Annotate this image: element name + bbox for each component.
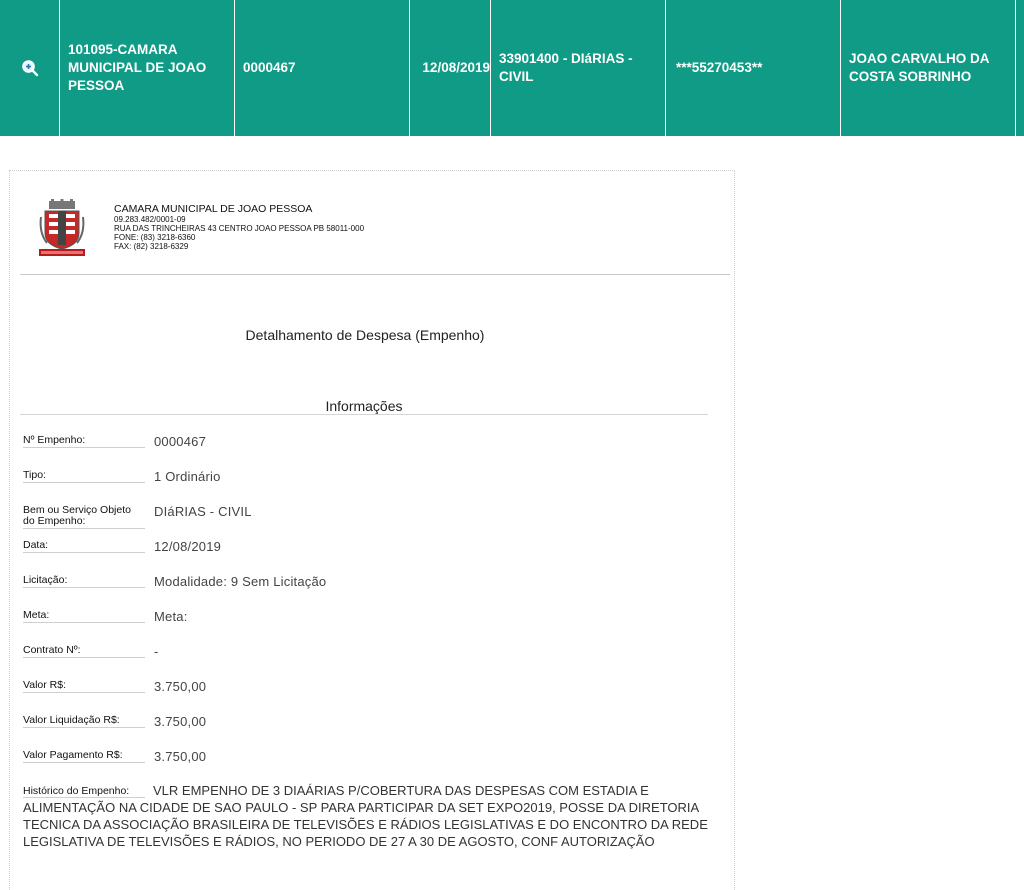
org-info (114, 203, 364, 251)
field-label: Histórico do Empenho: (23, 786, 145, 798)
field-value: 0000467 (154, 434, 207, 449)
orgao-cell (60, 0, 235, 136)
field-label: Nº Empenho: (23, 435, 145, 448)
field-value: 1 Ordinário (154, 469, 221, 484)
org-address: RUA DAS TRINCHEIRAS 43 CENTRO JOAO PESSOA PB 58011-000 (114, 224, 365, 233)
field-value: Meta: (154, 609, 188, 624)
field-value: - (154, 644, 159, 659)
data-text: 12/08/2019 (422, 60, 490, 75)
org-fax: FAX: (82) 3218-6329 (114, 242, 189, 251)
field-historico (23, 782, 723, 850)
field-label: Bem ou Serviço Objeto do Empenho: (23, 505, 145, 529)
credor-cell (841, 0, 1016, 136)
empenho-detail-panel (9, 170, 735, 890)
org-phone: FONE: (83) 3218-6360 (114, 233, 196, 242)
coat-of-arms-logo (39, 199, 85, 257)
result-row (0, 0, 1024, 136)
field-label: Meta: (23, 610, 145, 623)
org-cnpj: 09.283.482/0001-09 (114, 215, 186, 224)
documento-text: ***55270453** (676, 60, 763, 75)
field-value: 3.750,00 (154, 679, 207, 694)
orgao-text: 101095-CAMARA MUNICIPAL DE JOAO PESSOA (68, 42, 207, 93)
section-title: Informações (325, 398, 403, 414)
row-spacer (1016, 0, 1024, 136)
field-label: Valor Pagamento R$: (23, 750, 145, 763)
field-value: 12/08/2019 (154, 539, 222, 554)
elemento-text: 33901400 - DIáRIAS - CIVIL (499, 51, 633, 84)
field-value: DIáRIAS - CIVIL (154, 504, 252, 519)
field-value: VLR EMPENHO DE 3 DIAÁRIAS P/COBERTURA DAS DESPESAS COM ESTADIA E ALIMENTAÇÃO NA CIDADE DE SAO PAULO - SP PARA PARTICIPAR DA SET EXPO2019, POSSE DA DIRETORIA TECNICA DA ASSOCIAÇÃO BRASILEIRA DE TELEVISÕES E RÁDIOS LEGISLATIVAS E DO ENCONTRO DA REDE LEGISLATIVA DE TELEVISÕES E RÁDIOS, NO PERIODO DE 27 A 30 DE AGOSTO, CONF AUTORIZAÇÃO (23, 783, 708, 849)
org-header (39, 199, 439, 263)
field-label: Licitação: (23, 575, 145, 588)
field-label: Valor Liquidação R$: (23, 715, 145, 728)
field-label: Tipo: (23, 470, 145, 483)
field-label: Data: (23, 540, 145, 553)
field-value: 3.750,00 (154, 714, 207, 729)
field-label: Contrato Nº: (23, 645, 145, 658)
field-label: Valor R$: (23, 680, 145, 693)
org-name: CAMARA MUNICIPAL DE JOAO PESSOA (114, 203, 313, 215)
zoom-in-icon[interactable] (21, 59, 39, 77)
field-value: 3.750,00 (154, 749, 207, 764)
details-cell (0, 0, 60, 136)
data-cell (410, 0, 491, 136)
credor-text: JOAO CARVALHO DA COSTA SOBRINHO (849, 51, 990, 84)
documento-cell (666, 0, 841, 136)
elemento-cell (491, 0, 666, 136)
field-value: Modalidade: 9 Sem Licitação (154, 574, 327, 589)
section-divider (20, 414, 708, 415)
empenho-cell (235, 0, 410, 136)
empenho-text: 0000467 (243, 60, 296, 75)
header-divider (20, 274, 730, 275)
document-title: Detalhamento de Despesa (Empenho) (245, 327, 485, 343)
